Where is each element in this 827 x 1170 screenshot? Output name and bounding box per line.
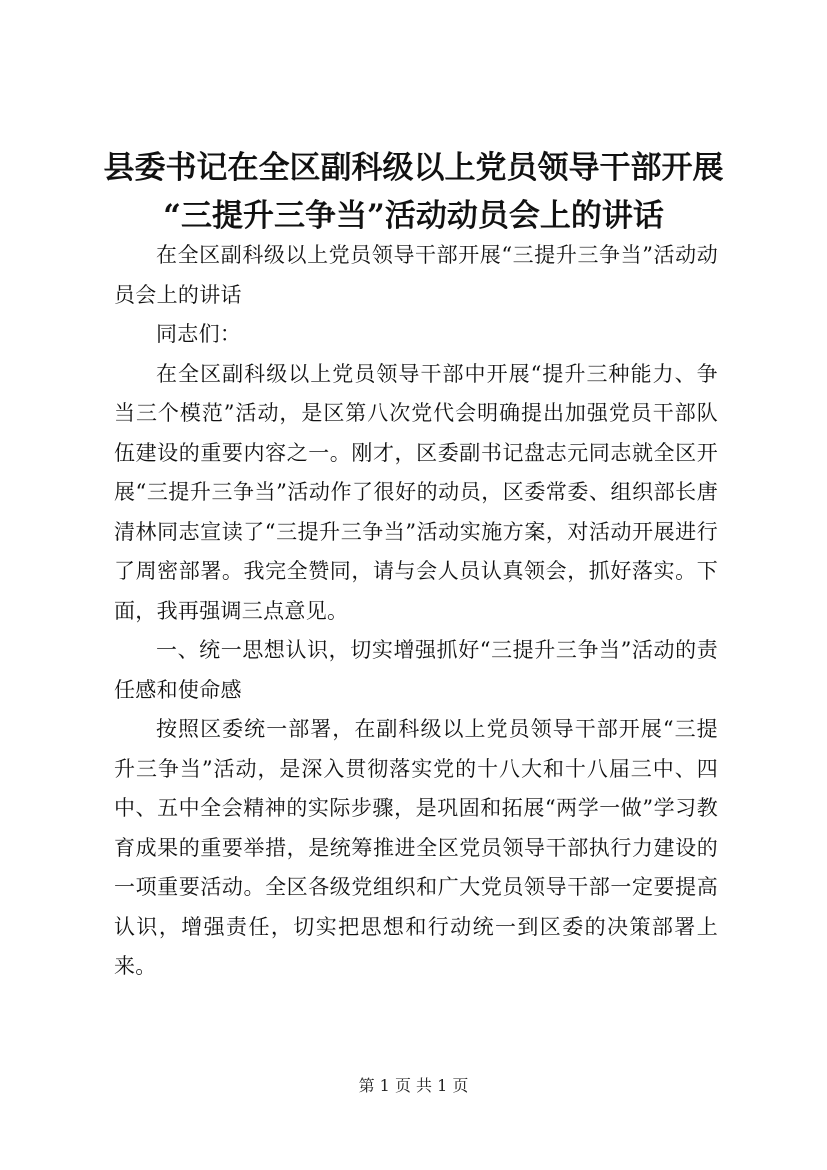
intro-paragraph: 在全区副科级以上党员领导干部中开展“提升三种能力、争当三个模范”活动，是区第八次党代会明确提出加强党员干部队伍建设的重要内容之一。刚才，区委副书记盘志元同志就全区开展“三提升三争当”活动作了很好的动员，区委常委、组织部长唐清林同志宣读了“三提升三争当”活动实施方案，对活动开展进行了周密部署。我完全赞同，请与会人员认真领会，抓好落实。下面，我再强调三点意见。: [114, 361, 718, 623]
section-1-paragraph: 按照区委统一部署，在副科级以上党员领导干部开展“三提升三争当”活动，是深入贯彻落实党的十八大和十八届三中、四中、五中全会精神的实际步骤，是巩固和拓展“两学一做”学习教育成果的重要举措，是统筹推进全区党员领导干部执行力建设的一项重要活动。全区各级党组织和广大党员领导干部一定要提高认识，增强责任，切实把思想和行动统一到区委的决策部署上来。: [114, 717, 718, 978]
document-body: [114, 236, 718, 987]
page-footer: 第 1 页 共 1 页: [358, 1076, 469, 1095]
section-heading-1: 一、统一思想认识，切实增强抓好“三提升三争当”活动的责任感和使命感: [114, 638, 718, 702]
document-title: [100, 144, 727, 240]
title-line-1: 县委书记在全区副科级以上党员领导干部开展: [103, 150, 724, 186]
subtitle-paragraph: 在全区副科级以上党员领导干部开展“三提升三争当”活动动员会上的讲话: [114, 243, 718, 307]
title-line-2: “三提升三争当”活动动员会上的讲话: [163, 198, 664, 234]
salutation-paragraph: 同志们：: [156, 322, 242, 346]
